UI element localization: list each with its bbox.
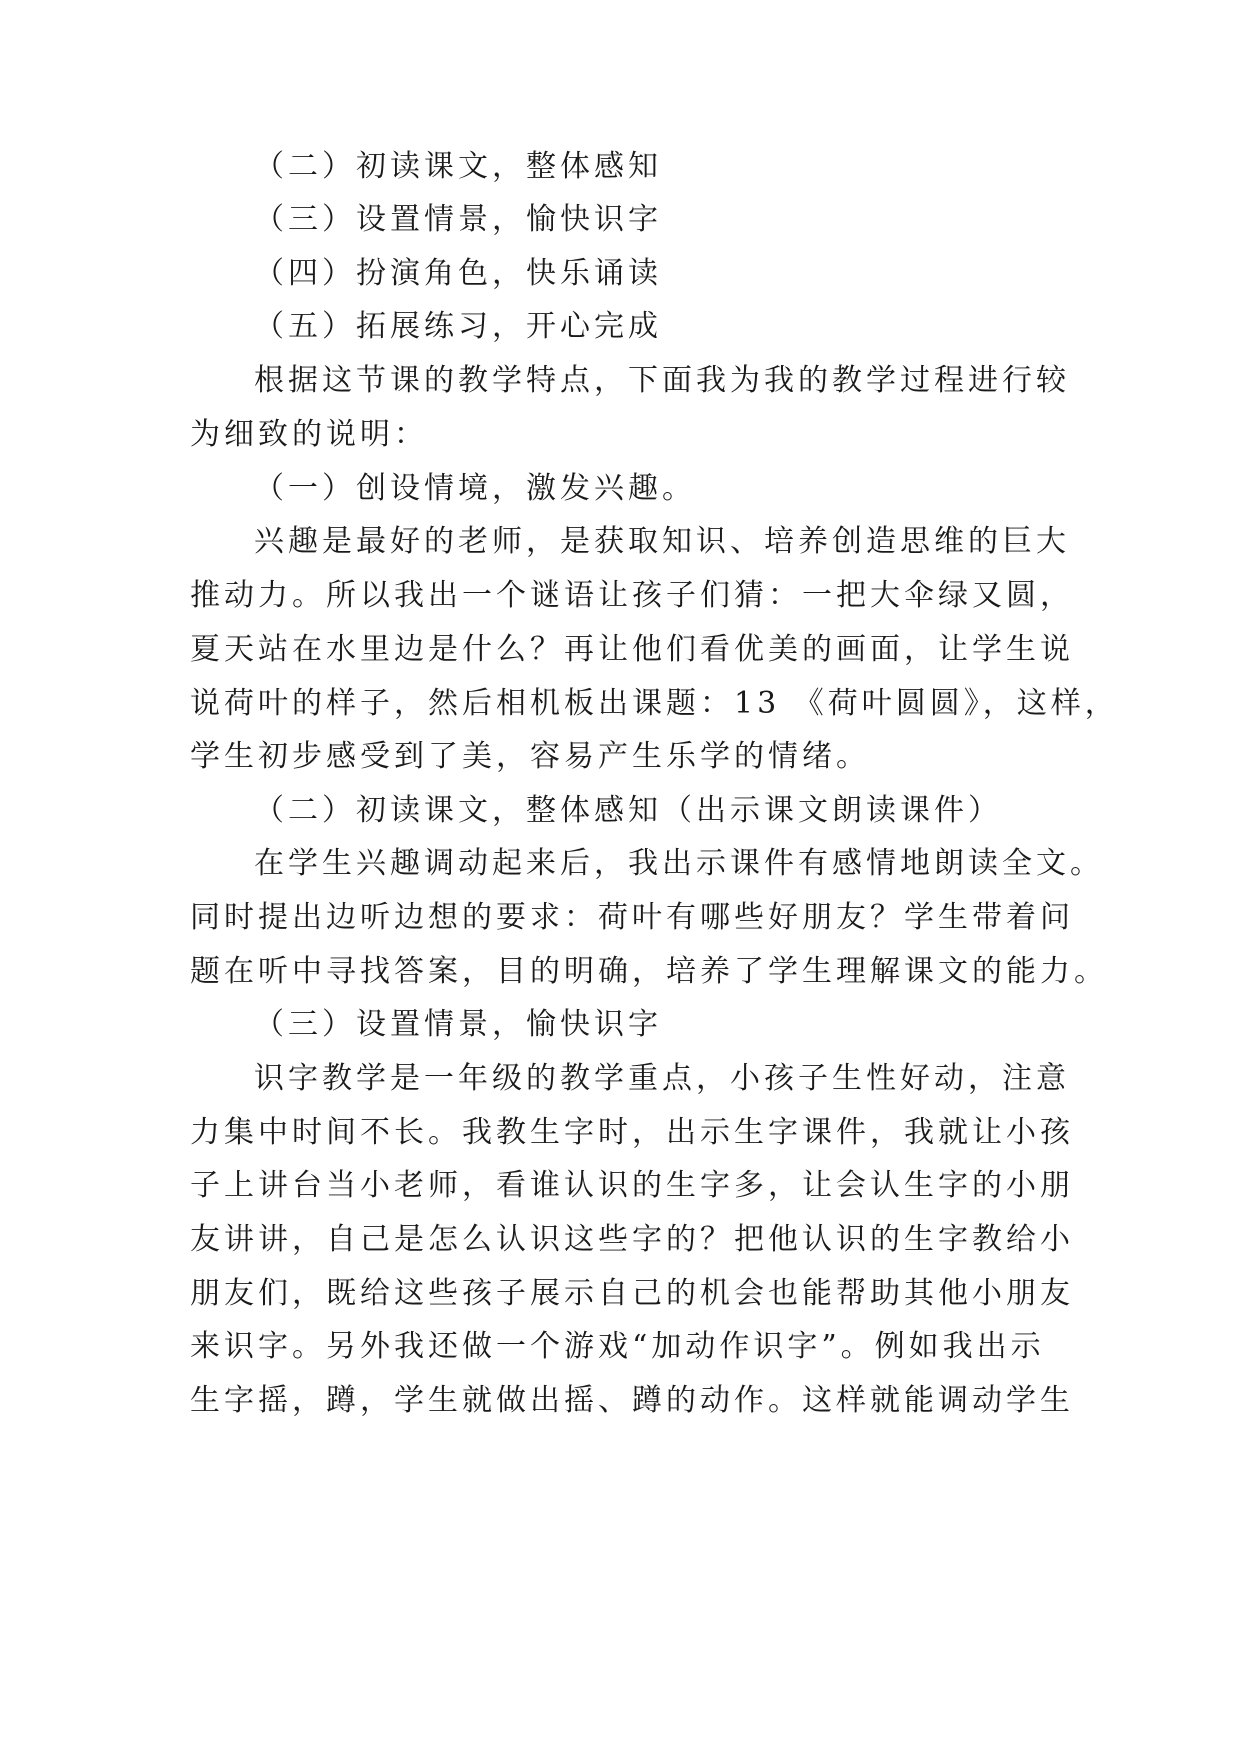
paragraph-line: 学生初步感受到了美，容易产生乐学的情绪。 xyxy=(190,739,870,774)
paragraph-line: 识字教学是一年级的教学重点，小孩子生性好动，注意 xyxy=(254,1061,1070,1096)
paragraph-line: 朋友们，既给这些孩子展示自己的机会也能帮助其他小朋友 xyxy=(190,1276,1074,1311)
outline-item: （五）拓展练习，开心完成 xyxy=(254,309,662,344)
paragraph-line: 说荷叶的样子，然后相机板出课题：13 《荷叶圆圆》，这样， xyxy=(190,686,1119,721)
outline-item: （三）设置情景，愉快识字 xyxy=(254,202,662,237)
outline-item: （二）初读课文，整体感知 xyxy=(254,149,662,184)
paragraph-line: 为细致的说明： xyxy=(190,417,428,452)
paragraph-line: 同时提出边听边想的要求：荷叶有哪些好朋友？学生带着问 xyxy=(190,900,1074,935)
paragraph-line: 生字摇，蹲，学生就做出摇、蹲的动作。这样就能调动学生 xyxy=(190,1383,1074,1418)
paragraph-line: 推动力。所以我出一个谜语让孩子们猜：一把大伞绿又圆， xyxy=(190,578,1074,613)
paragraph-line: 题在听中寻找答案，目的明确，培养了学生理解课文的能力。 xyxy=(190,954,1108,989)
outline-item: （四）扮演角色，快乐诵读 xyxy=(254,256,662,291)
section-heading: （三）设置情景，愉快识字 xyxy=(254,1007,662,1042)
paragraph-line: 来识字。另外我还做一个游戏“加动作识字”。例如我出示 xyxy=(190,1329,1045,1364)
section-heading: （一）创设情境，激发兴趣。 xyxy=(254,471,696,506)
paragraph-line: 友讲讲，自己是怎么认识这些字的？把他认识的生字教给小 xyxy=(190,1222,1074,1257)
section-heading: （二）初读课文，整体感知（出示课文朗读课件） xyxy=(254,793,1002,828)
paragraph-line: 在学生兴趣调动起来后，我出示课件有感情地朗读全文。 xyxy=(254,846,1104,881)
paragraph-line: 子上讲台当小老师，看谁认识的生字多，让会认生字的小朋 xyxy=(190,1168,1074,1203)
paragraph-line: 夏天站在水里边是什么？再让他们看优美的画面，让学生说 xyxy=(190,632,1074,667)
paragraph-line: 力集中时间不长。我教生字时，出示生字课件，我就让小孩 xyxy=(190,1115,1074,1150)
paragraph-line: 根据这节课的教学特点，下面我为我的教学过程进行较 xyxy=(254,363,1070,398)
paragraph-line: 兴趣是最好的老师，是获取知识、培养创造思维的巨大 xyxy=(254,524,1070,559)
